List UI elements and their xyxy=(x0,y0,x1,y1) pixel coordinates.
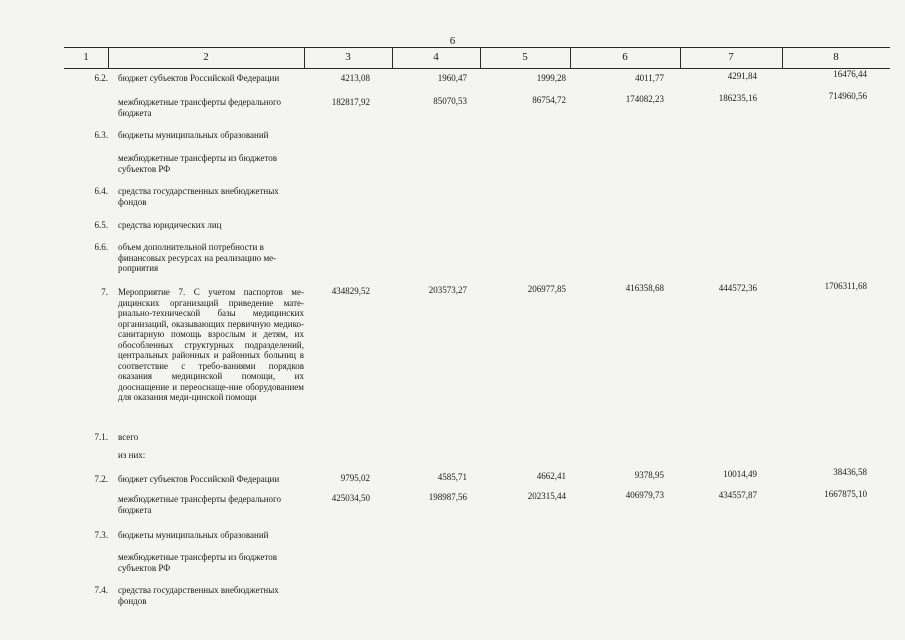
row-label: средства юридических лиц xyxy=(118,220,222,230)
header-top-rule xyxy=(64,47,890,48)
row-label: бюджеты муниципальных образований xyxy=(118,130,269,140)
row-label: всего xyxy=(118,432,139,442)
header-col-6: 6 xyxy=(622,51,628,63)
cell-value: 4585,71 xyxy=(437,472,467,482)
row-number: 7.2. xyxy=(94,474,108,484)
header-col-4: 4 xyxy=(433,51,439,63)
row-number: 7.3. xyxy=(94,530,108,540)
row-label: межбюджетные трансферты федерального бюджета xyxy=(118,97,281,118)
header-col-7: 7 xyxy=(728,51,734,63)
cell-value: 416358,68 xyxy=(625,283,664,293)
cell-value: 1706311,68 xyxy=(824,281,867,291)
cell-value: 4291,84 xyxy=(727,71,757,81)
cell-value: 10014,49 xyxy=(723,469,757,479)
row-number: 6.4. xyxy=(94,186,108,196)
cell-value: 206977,85 xyxy=(527,284,566,294)
header-col-2: 2 xyxy=(203,51,209,63)
cell-value: 4213,08 xyxy=(340,73,370,83)
header-col-5: 5 xyxy=(522,51,528,63)
cell-value: 16476,44 xyxy=(833,69,867,79)
row-label: бюджет субъектов Российской Федерации xyxy=(118,474,280,484)
row-number: 7.4. xyxy=(94,585,108,595)
row-label: бюджеты муниципальных образований xyxy=(118,530,269,540)
cell-value: 4011,77 xyxy=(635,73,664,83)
cell-value: 714960,56 xyxy=(828,91,867,101)
row-label: объем дополнительной потребности в финансовых ресурсах на реализацию ме-роприятия xyxy=(118,242,277,273)
cell-value: 85070,53 xyxy=(433,96,467,106)
cell-value: 434829,52 xyxy=(331,286,370,296)
row-number: 7. xyxy=(101,287,108,297)
cell-value: 203573,27 xyxy=(428,285,467,295)
row-label: бюджет субъектов Российской Федерации xyxy=(118,73,280,83)
row-label: межбюджетные трансферты федерального бюджета xyxy=(118,494,281,515)
row-label: средства государственных внебюджетных фондов xyxy=(118,186,279,207)
header-col-8: 8 xyxy=(833,51,839,63)
header-col-1: 1 xyxy=(83,51,89,63)
row-label: межбюджетные трансферты из бюджетов субъектов РФ xyxy=(118,153,277,174)
header-col-3: 3 xyxy=(345,51,351,63)
cell-value: 186235,16 xyxy=(718,93,757,103)
row-number: 6.3. xyxy=(94,130,108,140)
cell-value: 1999,28 xyxy=(536,73,566,83)
row-label: межбюджетные трансферты из бюджетов субъектов РФ xyxy=(118,552,277,573)
cell-value: 38436,58 xyxy=(833,467,867,477)
cell-value: 434557,87 xyxy=(718,490,757,500)
cell-value: 9378,95 xyxy=(634,470,664,480)
cell-value: 202315,44 xyxy=(527,491,566,501)
cell-value: 444572,36 xyxy=(718,283,757,293)
cell-value: 4662,41 xyxy=(536,471,566,481)
row-number: 6.5. xyxy=(94,220,108,230)
row-label: из них: xyxy=(118,450,146,460)
row-label: Мероприятие 7. С учетом паспортов ме-дицинских организаций приведение мате-риально-технической базы медицинских организаций, оказывающих первичную медико-санитарную помощь взрослым и детям, их обособленных структурных подразделений, центральных районных и районных больниц в соответствие с требо-ваниями порядков оказания медицинской помощи, их дооснащение и переоснаще-ние оборудованием для оказания меди-цинской помощи xyxy=(118,287,304,402)
cell-value: 86754,72 xyxy=(532,95,566,105)
cell-value: 9795,02 xyxy=(340,473,370,483)
row-label: средства государственных внебюджетных фондов xyxy=(118,585,279,606)
row-number: 6.2. xyxy=(94,73,108,83)
cell-value: 406979,73 xyxy=(625,490,664,500)
cell-value: 182817,92 xyxy=(331,97,370,107)
cell-value: 1960,47 xyxy=(437,73,467,83)
page-number: 6 xyxy=(449,35,456,47)
header-bottom-rule xyxy=(64,68,890,69)
cell-value: 1667875,10 xyxy=(824,489,867,499)
cell-value: 198987,56 xyxy=(428,492,467,502)
row-number: 6.6. xyxy=(94,242,108,252)
cell-value: 425034,50 xyxy=(331,493,370,503)
cell-value: 174082,23 xyxy=(625,94,664,104)
row-number: 7.1. xyxy=(94,432,108,442)
